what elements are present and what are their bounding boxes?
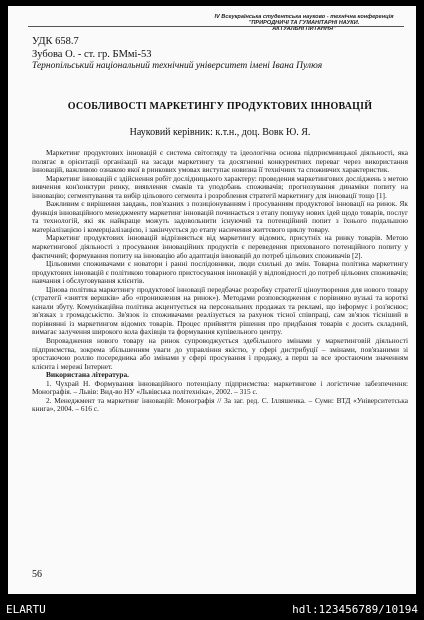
udk-code: УДК 658.7 — [32, 36, 79, 47]
header-divider — [28, 26, 404, 27]
handle-id: hdl:123456789/10194 — [292, 603, 418, 616]
supervisor: Науковий керівник: к.т.н., доц. Вовк Ю. Я. — [129, 127, 311, 138]
conference-header — [204, 14, 404, 33]
paragraph: Маркетинг продуктових інновацій відрізняється від маркетингу відомих, присутніх на ринку товарів. Метою маркетингової діяльності з просування інноваційних продуктів є переведення прихованого потенційного попиту у фактичний; формування попиту на інновацію або адаптація інновацій до потреб цільових споживачів [2]. — [32, 233, 408, 260]
repository-name: ELARTU — [6, 603, 46, 616]
paragraph: Маркетинг продуктових інновацій є система світогляду та ідеологічна основа підприємницької діяльності, яка полягає в орієнтації організації на засади маркетингу та досягненні конкурентних переваг через використання інновацій, важливою ознакою якої в ринкових умовах виступає новизна її технічних та споживчих характеристик. — [32, 148, 408, 175]
paragraph: Цільовими споживачами є новатори і ранні послідовники, люди схильні до змін. Товарна політика маркетингу продуктових інновацій є політикою товарного пристосування інновацій у відповідності до потреб цільових споживачів; навчання і обслуговування клієнтів. — [32, 259, 408, 286]
paragraph: Маркетинг інновацій є здійснення робіт дослідницького характеру: проведення маркетингових досліджень з метою вивчення кон'юнктури ринку, виявлення смаків та уподобань споживачів; прогнозування динаміки попиту на інновацію; сегментування та вибір цільового сегмента і розроблення стратегії маркетингу для інновації тощо [1]. — [32, 173, 408, 200]
university: Тернопільський національний технічний університет імені Івана Пулюя — [32, 61, 323, 71]
paragraph: Впровадження нового товару на ринок супроводжується здебільшого змінами у маркетинговій діяльності підприємства, зокрема збільшенням уваги до управління якістю, у сфері дистрибуції – змінами, пов'язаними зі зростаючою роллю посередника або змінами у сфері просування і продажу, а перш за все зростаючим значенням клієнта і мережі Інтернет. — [32, 336, 408, 371]
header-line-2: АКТУАЛЬНІ ПИТАННЯ" — [272, 26, 336, 33]
paragraph: Цінова політика маркетингу продуктової інновації передбачає розробку стратегії ціноутворення для нового товару (стратегії «зняття вершків» або «проникнення на ринок»). Методами розповсюдження є порівняно вузькі та короткі канали збуту. Комунікаційна політика акцентується на персональних продажах та рекламі, що інформує і роз'яснює; зв'язках з громадськістю. Зв'язок із споживачами реалізується за рахунок тісної співпраці, сам зв'язок тісніший в порівнянні із маркетингом відомих товарів. Процес прийняття рішення про придбання товарів є досить складний, вимагає залучення широкого кола фахівців та формування купівельного центру. — [32, 284, 408, 337]
repository-footer — [0, 600, 424, 620]
header-line-1: IV Всеукраїнська студентська науково - технічна конференція "ПРИРОДНИЧІ ТА ГУМАНІТАРНІ НАУКИ. — [214, 14, 394, 27]
paper-title: ОСОБЛИВОСТІ МАРКЕТИНГУ ПРОДУКТОВИХ ІННОВАЦІЙ — [67, 101, 373, 112]
paragraph: Важливим є вирішення завдань, пов'язаних з позиціонуванням і просуванням продуктової інновації на ринок. Як функція інноваційного менеджменту маркетинг інновацій починається з етапу пошуку нових ідей щодо товарів, послуг та технологій, які як найкраще можуть задовольнити існуючий та потенційний попит з їхнього подальшою матеріалізацією і комерціалізацією, і закінчується до етапу насичення життєвого циклу товару. — [32, 199, 408, 234]
paper-body — [32, 149, 408, 414]
page-number: 56 — [32, 569, 42, 580]
document-page — [8, 6, 416, 594]
reference-item: 2. Менеджмент та маркетинг інновацій: Монографія // За заг. ред. С. Ілляшенка. – Суми: ВТД «Університетська книга», 2004. – 616 с. — [32, 395, 408, 414]
reference-item: 1. Чухрай Н. Формування інноваційного потенціалу підприємства: маркетингове і логістичне забезпечення: Монографія. – Львів: Вид-во НУ «Львівська політехніка», 2002. – 315 с. — [32, 378, 408, 397]
author: Зубова О. - ст. гр. БМмі-53 — [32, 49, 152, 60]
literature-heading: Використана література. — [46, 370, 129, 380]
